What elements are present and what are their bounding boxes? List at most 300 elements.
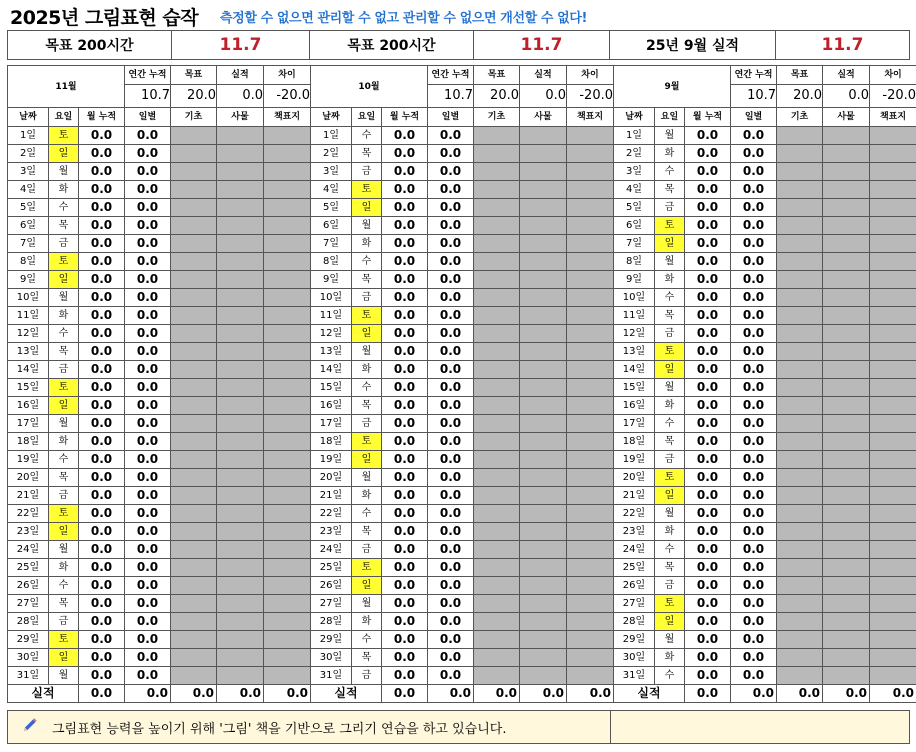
weekday-cell: 화 (49, 559, 79, 577)
page-subtitle: 측정할 수 없으면 관리할 수 없고 관리할 수 없으면 개선할 수 없다! (220, 11, 588, 26)
weekday-cell: 목 (49, 217, 79, 235)
target-value: 20.0 (474, 85, 520, 108)
annual-cumulative-value: 10.7 (428, 85, 474, 108)
day-label: 7일 (311, 235, 352, 253)
daily-cell: 0.0 (125, 271, 171, 289)
monthly-cumulative-cell: 0.0 (382, 235, 428, 253)
cover-cell (264, 217, 311, 235)
weekday-cell: 토 (352, 307, 382, 325)
day-label: 2일 (614, 145, 655, 163)
object-cell (520, 667, 567, 685)
monthly-cumulative-cell: 0.0 (79, 343, 125, 361)
table-row (614, 199, 916, 217)
monthly-cumulative-cell: 0.0 (685, 145, 731, 163)
header-diff: 차이 (567, 66, 614, 85)
day-label: 29일 (614, 631, 655, 649)
day-label: 26일 (311, 577, 352, 595)
monthly-cumulative-cell: 0.0 (79, 505, 125, 523)
monthly-cumulative-cell: 0.0 (382, 523, 428, 541)
daily-cell: 0.0 (125, 451, 171, 469)
table-row (614, 523, 916, 541)
day-label: 18일 (311, 433, 352, 451)
monthly-cumulative-cell: 0.0 (685, 325, 731, 343)
basics-cell (474, 289, 520, 307)
weekday-cell: 화 (49, 181, 79, 199)
weekday-cell: 일 (352, 325, 382, 343)
object-cell (520, 415, 567, 433)
day-label: 17일 (311, 415, 352, 433)
weekday-cell: 월 (655, 379, 685, 397)
cover-cell (870, 289, 916, 307)
basics-cell (474, 541, 520, 559)
day-label: 20일 (8, 469, 49, 487)
day-label: 26일 (8, 577, 49, 595)
weekday-cell: 목 (352, 397, 382, 415)
object-cell (520, 631, 567, 649)
basics-cell (474, 397, 520, 415)
weekday-cell: 토 (352, 559, 382, 577)
monthly-cumulative-cell: 0.0 (382, 379, 428, 397)
daily-cell: 0.0 (125, 667, 171, 685)
day-label: 24일 (614, 541, 655, 559)
table-row (8, 181, 311, 199)
object-cell (520, 199, 567, 217)
weekday-cell: 토 (49, 253, 79, 271)
weekday-cell: 일 (655, 235, 685, 253)
day-label: 5일 (8, 199, 49, 217)
day-label: 14일 (614, 361, 655, 379)
basics-cell (171, 163, 217, 181)
basics-cell (171, 559, 217, 577)
day-label: 8일 (8, 253, 49, 271)
weekday-cell: 목 (655, 559, 685, 577)
object-cell (520, 613, 567, 631)
weekday-cell: 수 (352, 505, 382, 523)
object-cell (823, 487, 870, 505)
basics-cell (171, 523, 217, 541)
basics-cell (474, 667, 520, 685)
weekday-cell: 금 (655, 325, 685, 343)
month-panel-oct (310, 65, 614, 703)
basics-cell (474, 253, 520, 271)
weekday-cell: 목 (655, 181, 685, 199)
object-cell (823, 361, 870, 379)
header-target: 목표 (474, 66, 520, 85)
basics-cell (474, 127, 520, 145)
cover-cell (567, 433, 614, 451)
object-cell (217, 163, 264, 181)
monthly-cumulative-cell: 0.0 (79, 559, 125, 577)
daily-cell: 0.0 (731, 343, 777, 361)
cover-cell (567, 613, 614, 631)
cover-cell (264, 199, 311, 217)
weekday-cell: 화 (352, 361, 382, 379)
day-label: 31일 (614, 667, 655, 685)
table-row (311, 433, 614, 451)
day-label: 13일 (8, 343, 49, 361)
basics-cell (474, 631, 520, 649)
basics-cell (171, 397, 217, 415)
actual-value: 0.0 (520, 85, 567, 108)
weekday-cell: 월 (655, 505, 685, 523)
weekday-cell: 화 (655, 523, 685, 541)
cover-cell (567, 541, 614, 559)
cover-cell (264, 415, 311, 433)
header-monthly-cumulative: 월 누적 (685, 108, 731, 127)
total-value: 0.0 (870, 685, 916, 703)
total-value: 0.0 (264, 685, 311, 703)
header-monthly-cumulative: 월 누적 (382, 108, 428, 127)
monthly-cumulative-cell: 0.0 (79, 163, 125, 181)
total-label: 실적 (311, 685, 382, 703)
day-label: 19일 (614, 451, 655, 469)
table-row (8, 271, 311, 289)
cover-cell (567, 487, 614, 505)
object-cell (217, 325, 264, 343)
table-row (8, 577, 311, 595)
object-cell (520, 127, 567, 145)
cover-cell (870, 163, 916, 181)
object-cell (217, 595, 264, 613)
basics-cell (777, 667, 823, 685)
object-cell (217, 361, 264, 379)
object-cell (823, 631, 870, 649)
day-label: 23일 (311, 523, 352, 541)
table-row (311, 559, 614, 577)
daily-cell: 0.0 (428, 451, 474, 469)
day-label: 16일 (614, 397, 655, 415)
cover-cell (567, 667, 614, 685)
weekday-cell: 토 (655, 343, 685, 361)
day-label: 17일 (8, 415, 49, 433)
table-row (614, 361, 916, 379)
day-label: 27일 (311, 595, 352, 613)
basics-cell (777, 271, 823, 289)
monthly-cumulative-cell: 0.0 (79, 577, 125, 595)
basics-cell (777, 523, 823, 541)
cover-cell (870, 613, 916, 631)
header-cover: 책표지 (264, 108, 311, 127)
daily-cell: 0.0 (731, 433, 777, 451)
total-value: 0.0 (79, 685, 125, 703)
object-cell (823, 451, 870, 469)
basics-cell (777, 289, 823, 307)
object-cell (520, 541, 567, 559)
daily-cell: 0.0 (428, 145, 474, 163)
day-label: 5일 (614, 199, 655, 217)
basics-cell (777, 127, 823, 145)
object-cell (520, 559, 567, 577)
object-cell (520, 577, 567, 595)
monthly-cumulative-cell: 0.0 (382, 325, 428, 343)
monthly-cumulative-cell: 0.0 (685, 379, 731, 397)
object-cell (823, 289, 870, 307)
day-label: 6일 (311, 217, 352, 235)
object-cell (520, 649, 567, 667)
table-row (8, 343, 311, 361)
table-row (311, 181, 614, 199)
day-label: 5일 (311, 199, 352, 217)
table-row (311, 505, 614, 523)
day-label: 7일 (614, 235, 655, 253)
monthly-cumulative-cell: 0.0 (79, 667, 125, 685)
cover-cell (264, 469, 311, 487)
table-row (8, 649, 311, 667)
table-row (614, 235, 916, 253)
weekday-cell: 목 (655, 307, 685, 325)
day-label: 21일 (614, 487, 655, 505)
object-cell (217, 649, 264, 667)
object-cell (520, 343, 567, 361)
weekday-cell: 화 (655, 271, 685, 289)
daily-cell: 0.0 (428, 559, 474, 577)
monthly-cumulative-cell: 0.0 (685, 127, 731, 145)
day-label: 1일 (311, 127, 352, 145)
monthly-cumulative-cell: 0.0 (685, 541, 731, 559)
object-cell (823, 667, 870, 685)
monthly-cumulative-cell: 0.0 (685, 217, 731, 235)
cover-cell (264, 307, 311, 325)
object-cell (520, 361, 567, 379)
day-label: 12일 (8, 325, 49, 343)
total-value: 0.0 (520, 685, 567, 703)
cover-cell (870, 595, 916, 613)
basics-cell (171, 181, 217, 199)
basics-cell (777, 487, 823, 505)
day-label: 21일 (8, 487, 49, 505)
weekday-cell: 금 (352, 667, 382, 685)
monthly-cumulative-cell: 0.0 (79, 253, 125, 271)
note-cell (8, 711, 611, 744)
summary-label: 25년 9월 실적 (610, 31, 776, 60)
cover-cell (870, 667, 916, 685)
object-cell (520, 181, 567, 199)
daily-cell: 0.0 (731, 163, 777, 181)
weekday-cell: 금 (352, 415, 382, 433)
table-row (8, 397, 311, 415)
total-value: 0.0 (125, 685, 171, 703)
day-label: 27일 (614, 595, 655, 613)
day-label: 23일 (8, 523, 49, 541)
monthly-cumulative-cell: 0.0 (382, 343, 428, 361)
cover-cell (264, 163, 311, 181)
monthly-cumulative-cell: 0.0 (382, 217, 428, 235)
table-row (614, 163, 916, 181)
object-cell (520, 433, 567, 451)
header-diff: 차이 (264, 66, 311, 85)
monthly-cumulative-cell: 0.0 (382, 289, 428, 307)
basics-cell (474, 163, 520, 181)
table-row (311, 595, 614, 613)
object-cell (520, 325, 567, 343)
cover-cell (567, 523, 614, 541)
monthly-cumulative-cell: 0.0 (685, 307, 731, 325)
basics-cell (777, 397, 823, 415)
daily-cell: 0.0 (428, 361, 474, 379)
monthly-cumulative-cell: 0.0 (382, 541, 428, 559)
table-row (614, 325, 916, 343)
weekday-cell: 토 (352, 181, 382, 199)
weekday-cell: 일 (49, 649, 79, 667)
table-row (311, 145, 614, 163)
basics-cell (777, 631, 823, 649)
monthly-cumulative-cell: 0.0 (382, 199, 428, 217)
weekday-cell: 월 (352, 343, 382, 361)
weekday-cell: 금 (655, 199, 685, 217)
actual-value: 0.0 (823, 85, 870, 108)
basics-cell (171, 649, 217, 667)
object-cell (823, 307, 870, 325)
monthly-cumulative-cell: 0.0 (79, 523, 125, 541)
daily-cell: 0.0 (731, 523, 777, 541)
day-label: 18일 (614, 433, 655, 451)
object-cell (823, 343, 870, 361)
basics-cell (474, 559, 520, 577)
daily-cell: 0.0 (428, 379, 474, 397)
daily-cell: 0.0 (428, 487, 474, 505)
day-label: 28일 (311, 613, 352, 631)
monthly-cumulative-cell: 0.0 (79, 379, 125, 397)
table-row (614, 469, 916, 487)
cover-cell (870, 127, 916, 145)
day-label: 1일 (8, 127, 49, 145)
header-weekday: 요일 (352, 108, 382, 127)
weekday-cell: 일 (49, 145, 79, 163)
basics-cell (474, 505, 520, 523)
weekday-cell: 월 (352, 595, 382, 613)
weekday-cell: 토 (49, 379, 79, 397)
header-target: 목표 (777, 66, 823, 85)
basics-cell (474, 433, 520, 451)
day-label: 2일 (311, 145, 352, 163)
daily-cell: 0.0 (731, 271, 777, 289)
daily-cell: 0.0 (125, 127, 171, 145)
day-label: 30일 (8, 649, 49, 667)
daily-cell: 0.0 (731, 667, 777, 685)
daily-cell: 0.0 (428, 271, 474, 289)
object-cell (823, 415, 870, 433)
basics-cell (474, 613, 520, 631)
basics-cell (474, 217, 520, 235)
weekday-cell: 수 (49, 451, 79, 469)
table-row (614, 415, 916, 433)
daily-cell: 0.0 (428, 595, 474, 613)
table-row (614, 271, 916, 289)
summary-value: 11.7 (776, 31, 910, 60)
day-label: 26일 (614, 577, 655, 595)
cover-cell (567, 217, 614, 235)
daily-cell: 0.0 (731, 487, 777, 505)
monthly-cumulative-cell: 0.0 (79, 631, 125, 649)
object-cell (217, 289, 264, 307)
basics-cell (474, 577, 520, 595)
monthly-cumulative-cell: 0.0 (685, 397, 731, 415)
monthly-cumulative-cell: 0.0 (382, 487, 428, 505)
basics-cell (171, 379, 217, 397)
day-label: 10일 (614, 289, 655, 307)
monthly-cumulative-cell: 0.0 (382, 469, 428, 487)
total-value: 0.0 (567, 685, 614, 703)
object-cell (217, 199, 264, 217)
table-row (614, 217, 916, 235)
table-row (8, 415, 311, 433)
object-cell (823, 559, 870, 577)
daily-cell: 0.0 (125, 631, 171, 649)
monthly-cumulative-cell: 0.0 (382, 595, 428, 613)
daily-cell: 0.0 (125, 469, 171, 487)
basics-cell (777, 379, 823, 397)
cover-cell (264, 379, 311, 397)
monthly-cumulative-cell: 0.0 (685, 487, 731, 505)
object-cell (217, 397, 264, 415)
day-label: 10일 (311, 289, 352, 307)
daily-cell: 0.0 (731, 451, 777, 469)
basics-cell (474, 649, 520, 667)
table-row (8, 145, 311, 163)
object-cell (520, 163, 567, 181)
day-label: 13일 (311, 343, 352, 361)
day-label: 22일 (8, 505, 49, 523)
cover-cell (567, 631, 614, 649)
table-row (311, 289, 614, 307)
basics-cell (474, 343, 520, 361)
daily-cell: 0.0 (428, 181, 474, 199)
day-label: 3일 (8, 163, 49, 181)
daily-cell: 0.0 (731, 307, 777, 325)
cover-cell (264, 649, 311, 667)
target-value: 20.0 (777, 85, 823, 108)
day-label: 12일 (311, 325, 352, 343)
object-cell (823, 379, 870, 397)
basics-cell (777, 199, 823, 217)
daily-cell: 0.0 (125, 613, 171, 631)
weekday-cell: 금 (352, 289, 382, 307)
weekday-cell: 목 (352, 649, 382, 667)
monthly-cumulative-cell: 0.0 (382, 163, 428, 181)
daily-cell: 0.0 (731, 505, 777, 523)
cover-cell (264, 613, 311, 631)
table-row (8, 253, 311, 271)
weekday-cell: 수 (49, 325, 79, 343)
header-date: 날짜 (311, 108, 352, 127)
object-cell (520, 379, 567, 397)
day-label: 3일 (614, 163, 655, 181)
header-weekday: 요일 (655, 108, 685, 127)
daily-cell: 0.0 (428, 289, 474, 307)
table-row (8, 541, 311, 559)
weekday-cell: 화 (352, 613, 382, 631)
object-cell (823, 469, 870, 487)
monthly-cumulative-cell: 0.0 (79, 217, 125, 235)
daily-cell: 0.0 (428, 667, 474, 685)
daily-cell: 0.0 (125, 577, 171, 595)
table-row (8, 163, 311, 181)
object-cell (520, 505, 567, 523)
weekday-cell: 토 (655, 469, 685, 487)
daily-cell: 0.0 (731, 649, 777, 667)
daily-cell: 0.0 (428, 649, 474, 667)
header-cover: 책표지 (870, 108, 916, 127)
table-row (311, 649, 614, 667)
object-cell (217, 181, 264, 199)
daily-cell: 0.0 (428, 613, 474, 631)
object-cell (217, 379, 264, 397)
monthly-cumulative-cell: 0.0 (79, 127, 125, 145)
header-daily: 일별 (731, 108, 777, 127)
basics-cell (171, 541, 217, 559)
daily-cell: 0.0 (125, 217, 171, 235)
day-label: 13일 (614, 343, 655, 361)
